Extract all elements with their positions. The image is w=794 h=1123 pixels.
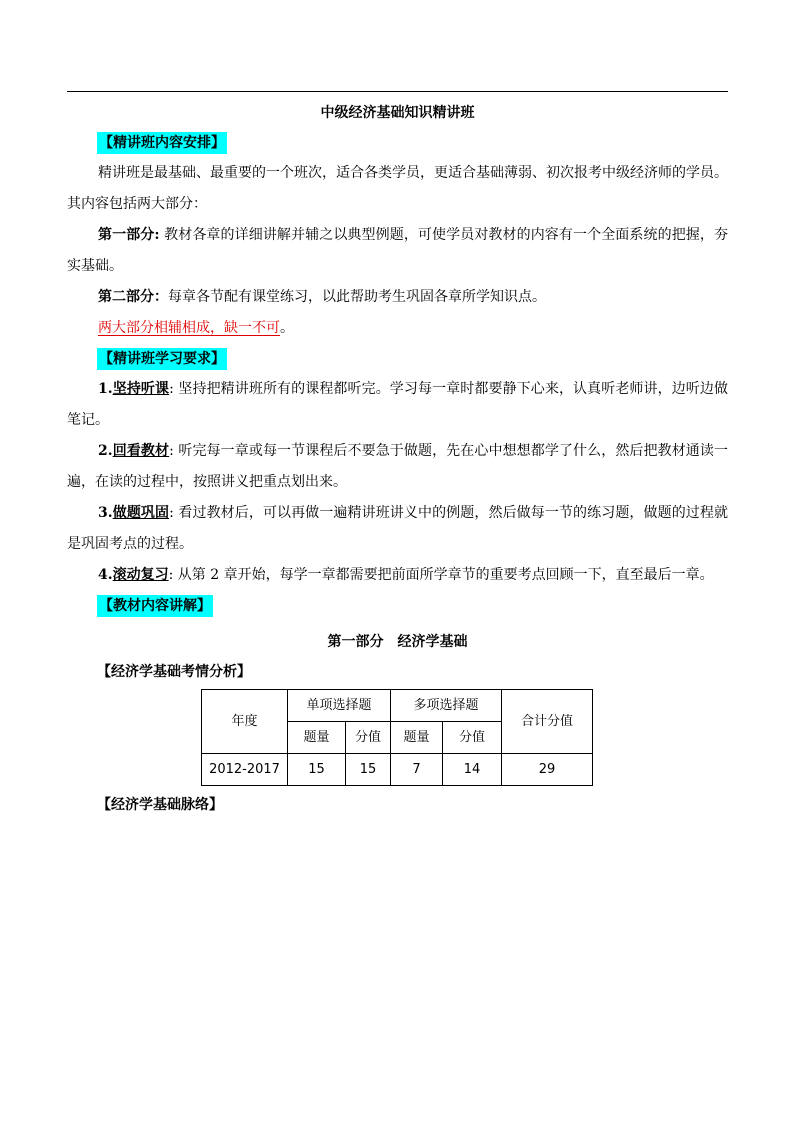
subheader-multi-count: 题量 [391, 722, 443, 754]
section-heading: 【教材内容讲解】 [97, 595, 213, 617]
emphasis-paragraph [67, 313, 728, 344]
exam-analysis-table [201, 689, 593, 786]
section-heading: 【精讲班内容安排】 [97, 132, 227, 154]
part1-text: 教材各章的详细讲解并辅之以典型例题，可使学员对教材的内容有一个全面系统的把握，夯实基础。 [67, 227, 729, 274]
requirement-text: : 听完每一章或每一节课程后不要急于做题，先在心中想想都学了什么，然后把教材通读一遍，在读的过程中，按照讲义把重点划出来。 [67, 443, 728, 490]
context-heading: 【经济学基础脉络】 [97, 797, 223, 813]
requirement-number: 3. [98, 505, 113, 521]
requirement-text: : 看过教材后，可以再做一遍精讲班讲义中的例题，然后做每一节的练习题，做题的过程就是巩固考点的过程。 [67, 505, 728, 552]
requirement-number: 1. [98, 381, 113, 397]
requirement-label: 做题巩固 [112, 505, 170, 521]
cell-multi-score: 14 [443, 754, 502, 786]
section-arrangement [67, 128, 728, 158]
subheader-single-count: 题量 [288, 722, 346, 754]
part2-text: 每章各节配有课堂练习，以此帮助考生巩固各章所学知识点。 [168, 289, 546, 305]
page-title: 中级经济基础知识精讲班 [320, 105, 475, 121]
cell-multi-count: 7 [391, 754, 443, 786]
emphasis-end: 。 [280, 320, 294, 336]
part2-paragraph [67, 282, 728, 313]
section-requirements [67, 344, 728, 374]
subheader-single-score: 分值 [346, 722, 391, 754]
intro-paragraph: 精讲班是最基础、最重要的一个班次，适合各类学员，更适合基础薄弱、初次报考中级经济师的学员。其内容包括两大部分： [67, 165, 728, 212]
header-year: 年度 [202, 690, 288, 754]
emphasis-text: 两大部分相辅相成，缺一不可 [98, 320, 280, 336]
requirement-label: 回看教材 [112, 443, 170, 459]
part2-label: 第二部分： [98, 289, 168, 305]
cell-single-score: 15 [346, 754, 391, 786]
header-multi: 多项选择题 [391, 690, 502, 722]
requirement-number: 4. [98, 567, 113, 583]
part1-paragraph [67, 220, 728, 282]
document-body [67, 100, 728, 818]
requirement-label: 坚持听课 [112, 381, 170, 397]
section-heading: 【精讲班学习要求】 [97, 348, 227, 370]
subheader-multi-score: 分值 [443, 722, 502, 754]
part-heading: 第一部分 经济学基础 [327, 634, 468, 650]
requirement-label: 滚动复习 [112, 567, 169, 583]
cell-single-count: 15 [288, 754, 346, 786]
requirement-item [67, 498, 728, 560]
requirement-number: 2. [98, 443, 113, 459]
header-total: 合计分值 [502, 690, 593, 754]
table-header-row [202, 690, 593, 722]
analysis-heading: 【经济学基础考情分析】 [97, 664, 251, 680]
cell-total: 29 [502, 754, 593, 786]
requirement-item [67, 374, 728, 436]
part1-label: 第一部分: [98, 227, 160, 243]
header-single: 单项选择题 [288, 690, 391, 722]
table-row [202, 754, 593, 786]
header-rule [67, 91, 728, 92]
requirement-item [67, 436, 728, 498]
requirement-item [67, 560, 728, 591]
cell-year: 2012-2017 [202, 754, 288, 786]
section-lecture [67, 591, 728, 621]
requirement-text: : 坚持把精讲班所有的课程都听完。学习每一章时都要静下心来，认真听老师讲，边听边做笔记。 [67, 381, 728, 428]
requirement-text: : 从第 2 章开始，每学一章都需要把前面所学章节的重要考点回顾一下，直至最后一章。 [168, 567, 714, 583]
